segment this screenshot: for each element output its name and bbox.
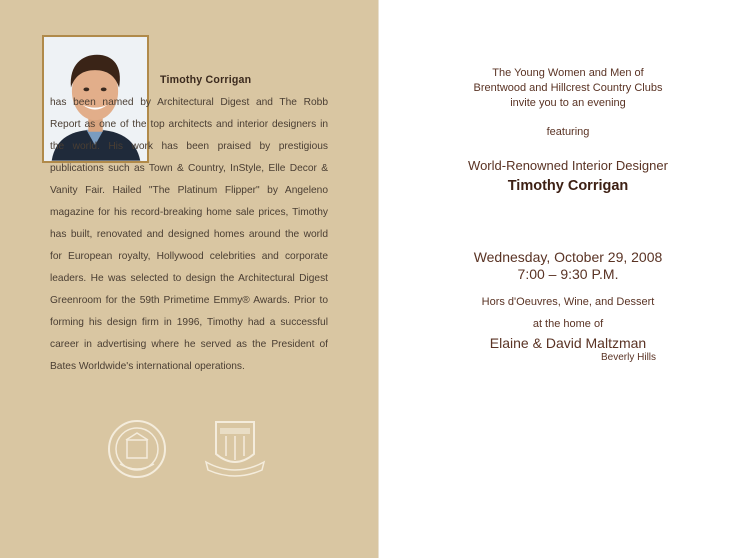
event-time: 7:00 – 9:30 P.M. [517, 266, 619, 282]
country-club-seal-icon [106, 418, 168, 480]
featuring-label: featuring [546, 126, 590, 138]
hosts-names: Elaine & David Maltzman [489, 335, 647, 351]
biography-paragraph [50, 69, 328, 378]
bio-text: has been named by Architectural Digest and The Robb Report as one of the top architects and interior designers in the world. His work has been praised by prestigious publications such as Town & Country, InStyle, Elle Decor & Vanity Fair. Hailed "The Platinum Flipper" by Angeleno magazine for his record-breaking home sale prices, Timothy has built, renovated and designed homes around the world for European royalty, Hollywood celebrities and corporate leaders. He was selected to design the Architectural Digest Greenroom for the 59th Primetime Emmy® Awards. Prior to forming his design firm in 1996, Timothy had a successful career in advertising where he served as the President of Bates Worldwide's international operations. [50, 97, 328, 373]
invitation-intro [379, 66, 756, 111]
intro-line: invite you to an evening [510, 97, 626, 109]
venue-label: at the home of [532, 318, 604, 330]
right-panel [378, 0, 756, 558]
designer-name: Timothy Corrigan [507, 178, 629, 194]
bio-name: Timothy Corrigan [160, 74, 252, 87]
event-datetime [379, 249, 756, 283]
venue-city: Beverly Hills [601, 352, 657, 363]
bio-first-line [160, 69, 328, 92]
event-date: Wednesday, October 29, 2008 [473, 249, 663, 265]
refreshments: Hors d'Oeuvres, Wine, and Dessert [481, 296, 655, 308]
intro-line: Brentwood and Hillcrest Country Clubs [473, 82, 663, 94]
country-club-crest-icon [202, 418, 268, 478]
designer-title: World-Renowned Interior Designer [468, 158, 668, 173]
intro-line: The Young Women and Men of [492, 67, 644, 79]
